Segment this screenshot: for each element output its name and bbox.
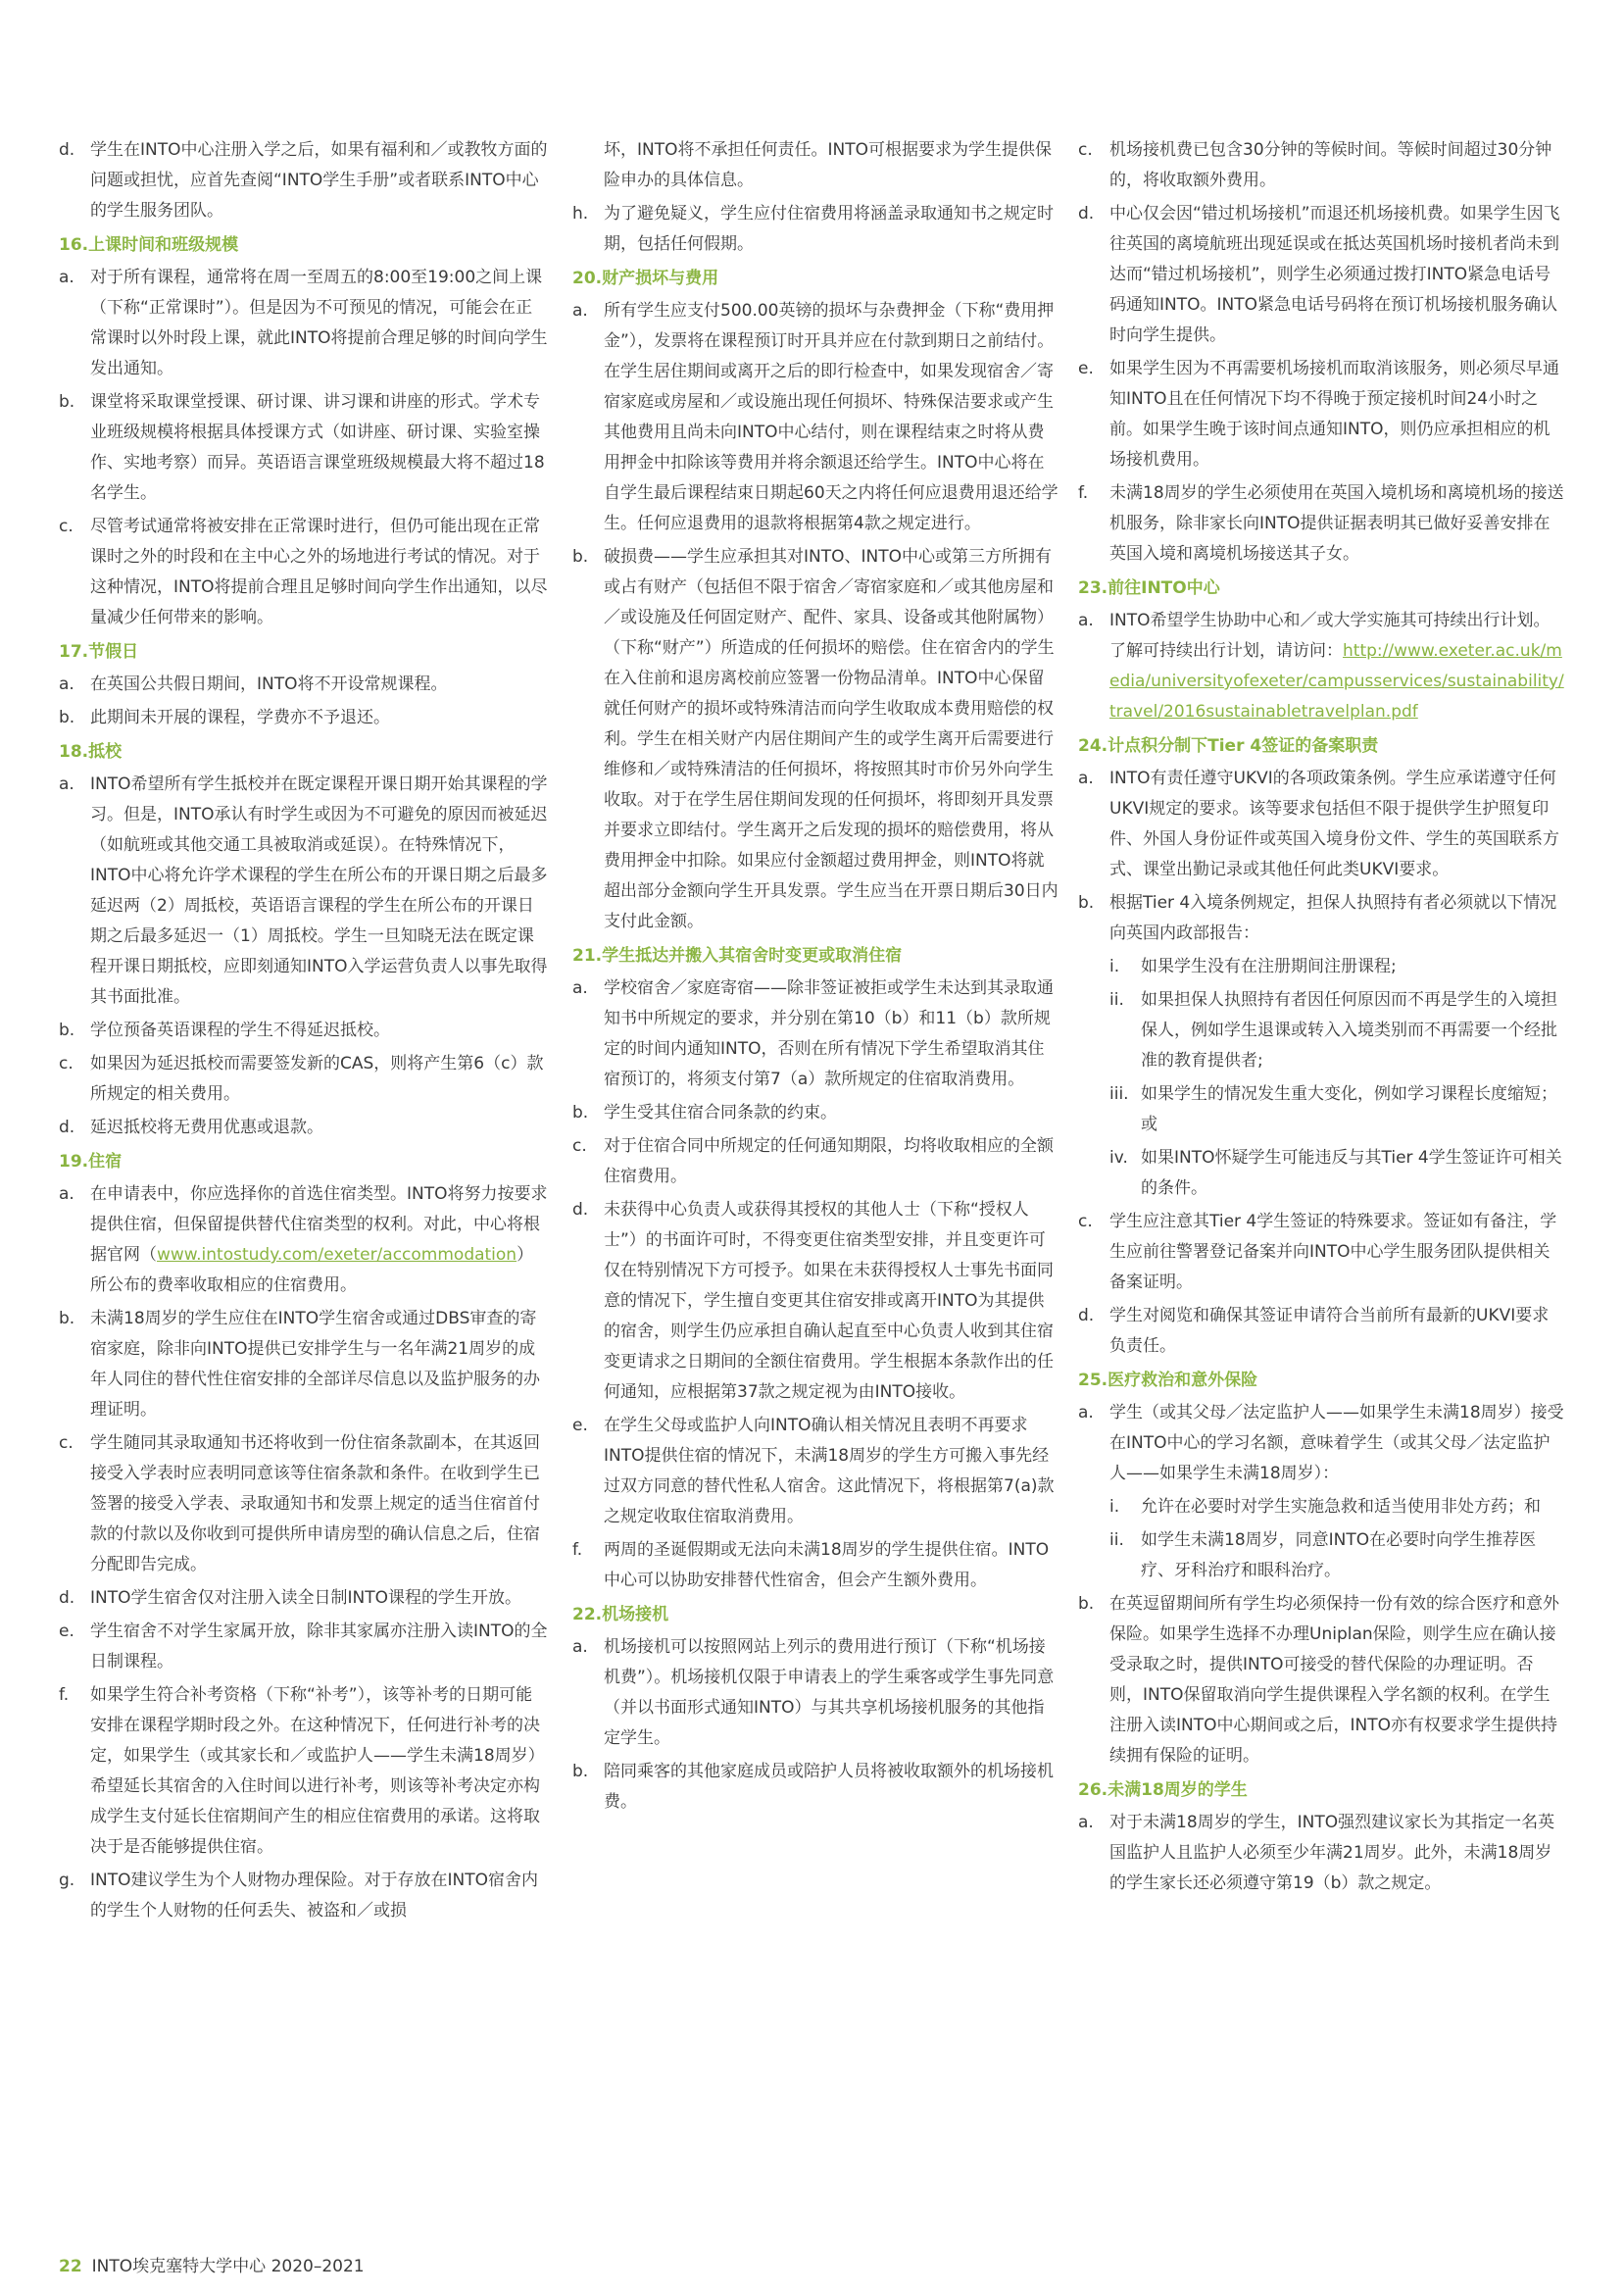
list-item: b. 课堂将采取课堂授课、研讨课、讲习课和讲座的形式。学术专业班级规模将根据具体授课方式（如讲座、研讨课、实验室操作、实地考察）而异。英语语言课堂班级规模最大将不超过18名学生。 (59, 392, 545, 503)
list-item: g. INTO建议学生为个人财物办理保险。对于存放在INTO宿舍内的学生个人财物的任何丢失、被盗和／或损 (59, 1871, 538, 1921)
column-3 (1078, 135, 1565, 1902)
list-item: e. 在学生父母或监护人向INTO确认相关情况且表明不再要求INTO提供住宿的情况下，未满18周岁的学生方可搬入事先经过双方同意的替代性私人宿舍。这此情况下，将根据第7(a)款之规定收取住宿取消费用。 (572, 1416, 1055, 1526)
list-item: d. INTO学生宿舍仅对注册入读全日制INTO课程的学生开放。 (59, 1588, 521, 1608)
list-item: c. 机场接机费已包含30分钟的等候时间。等候时间超过30分钟的，将收取额外费用。 (1078, 140, 1552, 190)
list-item: e. 学生宿舍不对学生家属开放，除非其家属亦注册入读INTO的全日制课程。 (59, 1622, 548, 1672)
list-item: a. INTO有责任遵守UKVI的各项政策条例。学生应承诺遵守任何UKVI规定的要求。该等要求包括但不限于提供学生护照复印件、外国人身份证件或英国入境身份文件、学生的英国联系方式、课堂出勤记录或其他任何此类UKVI要求。 (1078, 769, 1559, 879)
list-item: c. 如果因为延迟抵校而需要签发新的CAS，则将产生第6（c）款所规定的相关费用。 (59, 1054, 544, 1104)
list-item: h. 为了避免疑义，学生应付住宿费用将涵盖录取通知书之规定时期，包括任何假期。 (572, 204, 1054, 254)
list-item: b. 此期间未开展的课程，学费亦不予退还。 (59, 708, 390, 727)
list-item: f. 如果学生符合补考资格（下称“补考”），该等补考的日期可能安排在课程学期时段之外。在这种情况下，任何进行补考的决定，如果学生（或其家长和／或监护人——学生未满18周岁）希望延长其宿舍的入住时间以进行补考，则该等补考决定亦构成学生支付延长住宿期间产生的相应住宿费用的承诺。这将取决于是否能够提供住宿。 (59, 1685, 545, 1857)
list-item: d. 学生对阅览和确保其签证申请符合当前所有最新的UKVI要求负责任。 (1078, 1306, 1550, 1356)
list-item: d. 学生在INTO中心注册入学之后，如果有福利和／或教牧方面的问题或担忧，应首先查阅“INTO学生手册”或者联系INTO中心的学生服务团队。 (59, 140, 548, 221)
list-item: a. 对于所有课程，通常将在周一至周五的8:00至19:00之间上课（下称“正常课时”）。但是因为不可预见的情况，可能会在正常课时以外时段上课，就此INTO将提前合理足够的时间向学生发出通知。 (59, 268, 548, 378)
section-heading: 24.计点积分制下Tier 4签证的备案职责 (1078, 736, 1379, 756)
list-item: a. INTO希望所有学生抵校并在既定课程开课日期开始其课程的学习。但是，INTO承认有时学生或因为不可避免的原因而被延迟（如航班或其他交通工具被取消或延误）。在特殊情况下，INTO中心将允许学术课程的学生在所公布的开课日期之后最多延迟两（2）周抵校，英语语言课程的学生在所公布的开课日期之后最多延迟一（1）周抵校。学生一旦知晓无法在既定课程开课日期抵校，应即刻通知INTO入学运营负责人以事先取得其书面批准。 (59, 774, 548, 1007)
continued-text: 坏，INTO将不承担任何责任。INTO可根据要求为学生提供保险申办的具体信息。 (604, 140, 1052, 190)
column-1 (59, 135, 549, 1929)
list-item: e. 如果学生因为不再需要机场接机而取消该服务，则必须尽早通知INTO且在任何情况下均不得晚于预定接机时间24小时之前。如果学生晚于该时间点通知INTO，则仍应承担相应的机场接机费用。 (1078, 359, 1559, 470)
list-item: f. 两周的圣诞假期或无法向未满18周岁的学生提供住宿。INTO中心可以协助安排替代性宿舍，但会产生额外费用。 (572, 1540, 1050, 1590)
list-item: b. 破损费——学生应承担其对INTO、INTO中心或第三方所拥有或占有财产（包括但不限于宿舍／寄宿家庭和／或其他房屋和／或设施及任何固定财产、配件、家具、设备或其他附属物）（下称“财产”）所造成的任何损坏的赔偿。住在宿舍内的学生在入住前和退房离校前应签署一份物品清单。INTO中心保留就任何财产的损坏或特殊清洁而向学生收取成本费用赔偿的权利。学生在相关财产内居住期间产生的或学生离开后需要进行维修和／或特殊清洁的任何损坏，将按照其时市价另外向学生收取。对于在学生居住期间发现的任何损坏，将即刻开具发票并要求立即结付。学生离开之后发现的损坏的赔偿费用，将从费用押金中扣除。如果应付金额超过费用押金，则INTO将就超出部分金额向学生开具发票。学生应当在开票日期后30日内支付此金额。 (572, 547, 1058, 931)
section-heading: 23.前往INTO中心 (1078, 578, 1220, 598)
sub-list (1078, 952, 1565, 1204)
list-item: b. 学生受其住宿合同条款的约束。 (572, 1103, 837, 1123)
sub-list-item: i. 如果学生没有在注册期间注册课程; (1109, 957, 1397, 976)
section-heading: 22.机场接机 (572, 1605, 669, 1624)
list-item: b. 学位预备英语课程的学生不得延迟抵校。 (59, 1021, 390, 1040)
list-item: a. 学校宿舍／家庭寄宿——除非签证被拒或学生未达到其录取通知书中所规定的要求，并分别在第10（b）和11（b）款所规定的时间内通知INTO，否则在所有情况下学生希望取消其住宿预订的，将须支付第7（a）款所规定的住宿取消费用。 (572, 978, 1054, 1089)
list-item: d. 中心仅会因“错过机场接机”而退还机场接机费。如果学生因飞往英国的离境航班出现延误或在抵达英国机场时接机者尚未到达而“错过机场接机”，则学生必须通过拨打INTO紧急电话号码通知INTO。INTO紧急电话号码将在预订机场接机服务确认时向学生提供。 (1078, 204, 1560, 345)
section-heading: 26.未满18周岁的学生 (1078, 1780, 1248, 1800)
list-item: c. 学生随同其录取通知书还将收到一份住宿条款副本，在其返回接受入学表时应表明同意该等住宿条款和条件。在收到学生已签署的接受入学表、录取通知书和发票上规定的适当住宿首付款的付款以及你收到可提供所申请房型的确认信息之后，住宿分配即告完成。 (59, 1433, 540, 1574)
list-item: a. INTO希望学生协助中心和／或大学实施其可持续出行计划。了解可持续出行计划，请访问：http://www.exeter.ac.uk/media/universityofexeter/campusservices/sustainability/travel/2016sustainabletravelplan.pdf (1078, 611, 1564, 722)
page-number: 22 (59, 2257, 82, 2276)
sub-list (1078, 1492, 1565, 1586)
sub-list-item: iii. 如果学生的情况发生重大变化，例如学习课程长度缩短；或 (1109, 1084, 1557, 1134)
sub-list-item: ii. 如果担保人执照持有者因任何原因而不再是学生的入境担保人，例如学生退课或转入入境类别而不再需要一个经批准的教育提供者; (1109, 990, 1557, 1071)
list-item: c. 尽管考试通常将被安排在正常课时进行，但仍可能出现在正常课时之外的时段和在主中心之外的场地进行考试的情况。对于这种情况，INTO将提前合理且足够时间向学生作出通知，以尽量减少任何带来的影响。 (59, 517, 548, 627)
list-item: a. 学生（或其父母／法定监护人——如果学生未满18周岁）接受在INTO中心的学习名额，意味着学生（或其父母／法定监护人——如果学生未满18周岁）： (1078, 1403, 1564, 1483)
list-item: d. 未获得中心负责人或获得其授权的其他人士（下称“授权人士”）的书面许可时，不得变更住宿类型安排，并且变更许可仅在特别情况下方可授予。如果在未获得授权人士事先书面同意的情况下，学生擅自变更其住宿安排或离开INTO为其提供的宿舍，则学生仍应承担自确认起直至中心负责人收到其住宿变更请求之日期间的全额住宿费用。学生根据本条款作出的任何通知，应根据第37款之规定视为由INTO接收。 (572, 1200, 1054, 1402)
list-item: b. 陪同乘客的其他家庭成员或陪护人员将被收取额外的机场接机费。 (572, 1762, 1054, 1812)
section-heading: 20.财产损坏与费用 (572, 269, 719, 288)
list-item: a. 机场接机可以按照网站上列示的费用进行预订（下称“机场接机费”）。机场接机仅限于申请表上的学生乘客或学生事先同意（并以书面形式通知INTO）与其共享机场接机服务的其他指定学生。 (572, 1637, 1055, 1748)
accommodation-link[interactable]: www.intostudy.com/exeter/accommodation (157, 1245, 517, 1265)
list-item: f. 未满18周岁的学生必须使用在英国入境机场和离境机场的接送机服务，除非家长向INTO提供证据表明其已做好妥善安排在英国入境和离境机场接送其子女。 (1078, 483, 1564, 564)
list-item: c. 学生应注意其Tier 4学生签证的特殊要求。签证如有备注，学生应前往警署登记备案并向INTO中心学生服务团队提供相关备案证明。 (1078, 1212, 1557, 1292)
list-item: a. 对于未满18周岁的学生，INTO强烈建议家长为其指定一名英国监护人且监护人必须至少年满21周岁。此外，未满18周岁的学生家长还必须遵守第19（b）款之规定。 (1078, 1813, 1555, 1893)
list-item: a. 在申请表中，你应选择你的首选住宿类型。INTO将努力按要求提供住宿，但保留提供替代住宿类型的权利。对此，中心将根据官网（www.intostudy.com/exeter/accommodation）所公布的费率收取相应的住宿费用。 (59, 1184, 548, 1295)
page-footer (59, 2255, 365, 2278)
column-2 (572, 135, 1059, 1821)
list-item: b. 未满18周岁的学生应住在INTO学生宿舍或通过DBS审查的寄宿家庭，除非向INTO提供已安排学生与一名年满21周岁的成年人同住的替代性住宿安排的全部详尽信息以及监护服务的办理证明。 (59, 1309, 540, 1420)
list-item: a. 在英国公共假日期间，INTO将不开设常规课程。 (59, 674, 448, 694)
list-item: b. 在英逗留期间所有学生均必须保持一份有效的综合医疗和意外保险。如果学生选择不办理Uniplan保险，则学生应在确认接受录取之时，提供INTO可接受的替代保险的办理证明。否则，INTO保留取消向学生提供课程入学名额的权利。在学生注册入读INTO中心期间或之后，INTO亦有权要求学生提供持续拥有保险的证明。 (1078, 1594, 1559, 1766)
footer-title: INTO埃克塞特大学中心 2020–2021 (91, 2257, 365, 2276)
section-heading: 21.学生抵达并搬入其宿舍时变更或取消住宿 (572, 946, 903, 966)
list-item: d. 延迟抵校将无费用优惠或退款。 (59, 1118, 323, 1137)
section-heading: 19.住宿 (59, 1152, 123, 1172)
section-heading: 16.上课时间和班级规模 (59, 235, 239, 255)
list-item: a. 所有学生应支付500.00英镑的损坏与杂费押金（下称“费用押金”），发票将在课程预订时开具并应在付款到期日之前结付。在学生居住期间或离开之后的即行检查中，如果发现宿舍／寄宿家庭或房屋和／或设施出现任何损坏、特殊保洁要求或产生其他费用且尚未向INTO中心结付，则在课程结束之时将从费用押金中扣除该等费用并将余额退还给学生。INTO中心将在自学生最后课程结束日期起60天之内将任何应退费用退还给学生。任何应退费用的退款将根据第4款之规定进行。 (572, 301, 1058, 533)
section-heading: 17.节假日 (59, 642, 139, 662)
list-item: c. 对于住宿合同中所规定的任何通知期限，均将收取相应的全额住宿费用。 (572, 1136, 1054, 1186)
section-heading: 25.医疗救治和意外保险 (1078, 1371, 1258, 1390)
sub-list-item: iv. 如果INTO怀疑学生可能违反与其Tier 4学生签证许可相关的条件。 (1109, 1148, 1562, 1198)
sub-list-item: i. 允许在必要时对学生实施急救和适当使用非处方药；和 (1109, 1497, 1541, 1517)
section-heading: 18.抵校 (59, 742, 123, 762)
sub-list-item: ii. 如学生未满18周岁，同意INTO在必要时向学生推荐医疗、牙科治疗和眼科治疗。 (1109, 1530, 1537, 1580)
travel-plan-link[interactable]: http://www.exeter.ac.uk/media/universityofexeter/campusservices/sustainability/travel/2016sustainabletravelplan.pdf (1109, 641, 1564, 722)
list-item: b. 根据Tier 4入境条例规定，担保人执照持有者必须就以下情况向英国内政部报告： (1078, 893, 1557, 943)
